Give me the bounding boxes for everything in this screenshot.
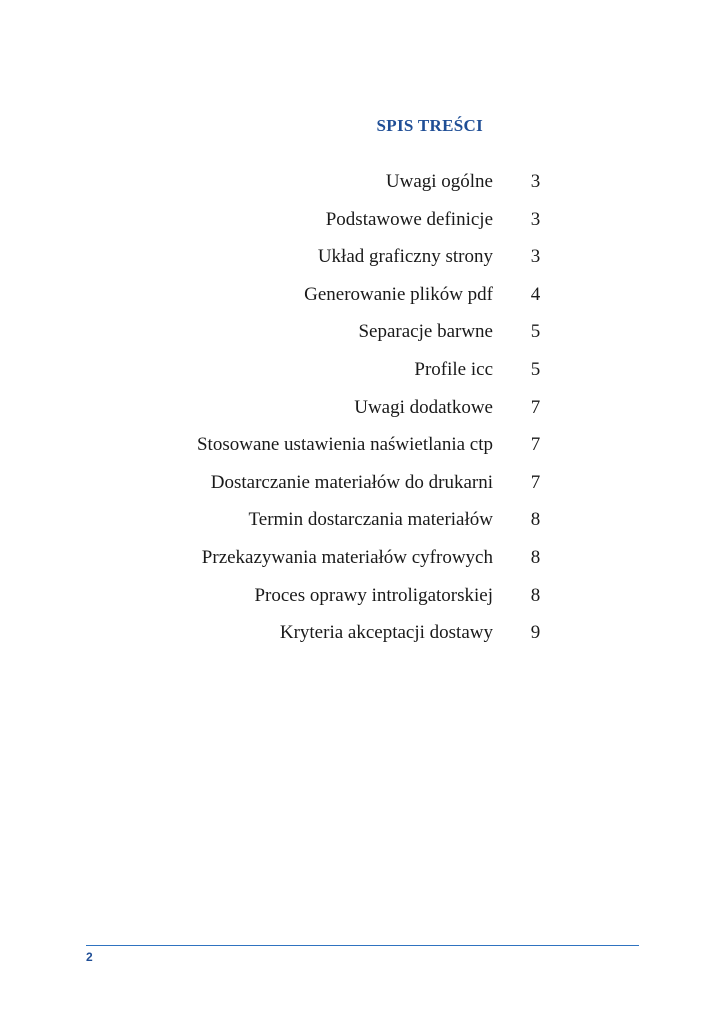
toc-entry-title: Kryteria akceptacji dostawy	[279, 622, 493, 644]
toc-entry[interactable]	[0, 355, 725, 393]
toc-entry-page-number: 5	[530, 321, 541, 343]
toc-entry[interactable]	[0, 618, 725, 656]
toc-entry[interactable]	[0, 393, 725, 431]
toc-entry[interactable]	[0, 167, 725, 205]
toc-entry[interactable]	[0, 205, 725, 243]
toc-title: SPIS TREŚCI	[376, 116, 483, 136]
toc-entry[interactable]	[0, 505, 725, 543]
toc-entry-title: Proces oprawy introligatorskiej	[254, 584, 493, 606]
footer-divider	[86, 945, 639, 946]
toc-entry-title: Podstawowe definicje	[325, 208, 493, 230]
toc-entry[interactable]	[0, 430, 725, 468]
toc-entry-title: Uwagi dodatkowe	[354, 396, 493, 418]
toc-entry-title: Dostarczanie materiałów do drukarni	[210, 471, 493, 493]
toc-entry-page-number: 3	[530, 246, 541, 268]
toc-entry-title: Profile icc	[414, 358, 493, 380]
toc-entry-page-number: 8	[530, 546, 541, 568]
toc-entry-page-number: 5	[530, 358, 541, 380]
toc-entry[interactable]	[0, 317, 725, 355]
toc-entry-page-number: 4	[530, 283, 541, 305]
toc-entry-title: Przekazywania materiałów cyfrowych	[201, 546, 493, 568]
toc-entry-page-number: 7	[530, 434, 541, 456]
toc-entry[interactable]	[0, 581, 725, 619]
toc-entry-page-number: 7	[530, 396, 541, 418]
toc-entry-page-number: 3	[530, 171, 541, 192]
toc-entry-page-number: 8	[530, 509, 541, 531]
toc-entry-title: Uwagi ogólne	[385, 171, 493, 192]
toc-entry-page-number: 7	[530, 471, 541, 493]
toc-entry-title: Generowanie plików pdf	[304, 283, 493, 305]
toc-entry-title: Termin dostarczania materiałów	[248, 509, 493, 531]
toc-entry[interactable]	[0, 242, 725, 280]
toc-entry-title: Separacje barwne	[358, 321, 493, 343]
toc-entry-title: Układ graficzny strony	[317, 246, 493, 268]
toc-list	[0, 167, 725, 656]
toc-entry-page-number: 3	[530, 208, 541, 230]
toc-entry-title: Stosowane ustawienia naświetlania ctp	[196, 434, 493, 456]
toc-entry[interactable]	[0, 468, 725, 506]
toc-entry-page-number: 9	[530, 622, 541, 644]
toc-entry-page-number: 8	[530, 584, 541, 606]
toc-entry[interactable]	[0, 543, 725, 581]
toc-entry[interactable]	[0, 280, 725, 318]
page-number: 2	[86, 950, 93, 964]
